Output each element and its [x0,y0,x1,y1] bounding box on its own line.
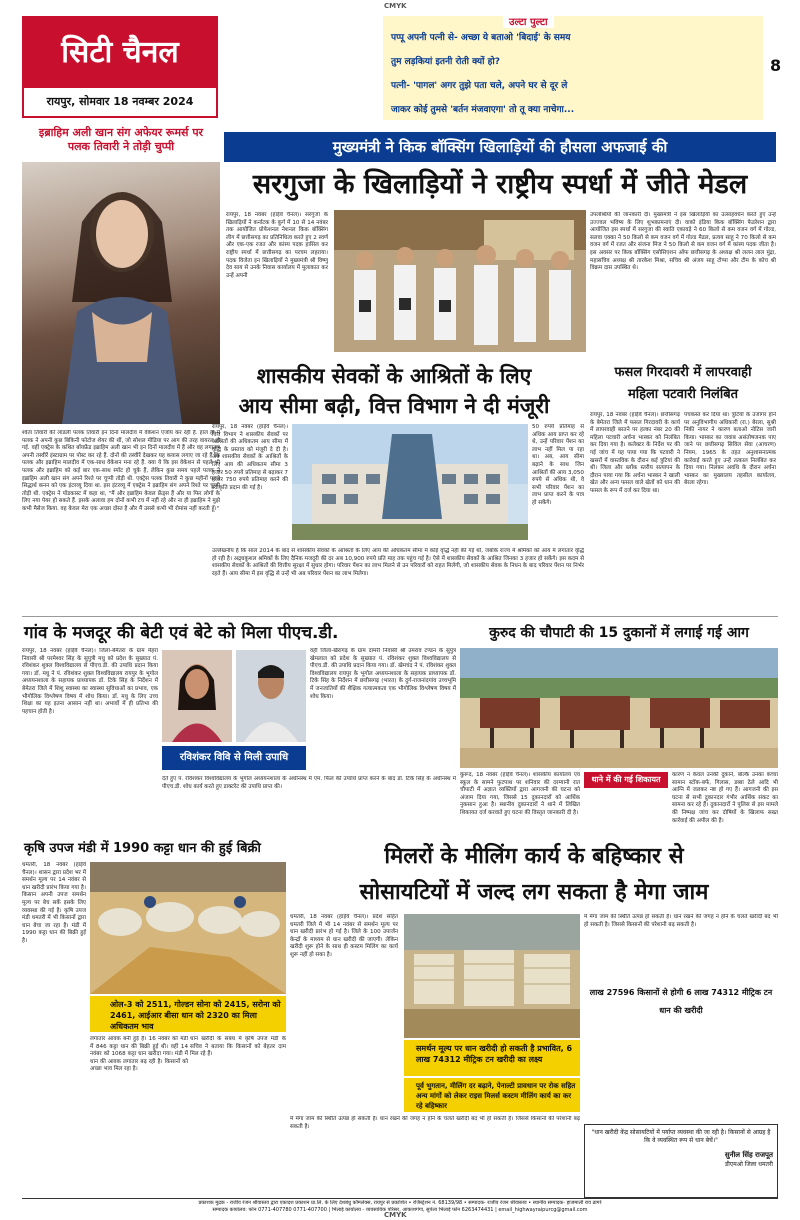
millers-quote: "धान खरीदी केंद्र सोसायटियों में पर्याप्त व्यवस्था की जा रही है। किसानों से आग्रह है कि वे व्यवस्थित रूप से धान बेचें।" [591,1129,771,1144]
boxing-kicker: मुख्यमंत्री ने किक बॉक्सिंग खिलाड़ियों की हौसला अफजाई की [224,132,776,162]
paddy-price-box [90,996,286,1032]
phd-caption: रविशंकर विवि से मिली उपाधि [162,746,306,770]
paddy-price-text: ओल-3 को 2511, गोल्डन सोना को 2415, सरोना को 2461, आईआर बीसा धान को 2320 का मिला अधिकतम भाव [110,1000,281,1031]
phd-photo-daughter [162,650,232,742]
phd-body-1: रायपुर, 18 नवंबर (हाईवे चैनल)। जिला-बेमेतरा के ग्राम मेहरा निवासी श्री परमेश्वर सिंह के सुपुत्री मधु को प्रदेश के सुख्यात पं. रविशंकर शुक्ल विश्वविद्यालय से पीएच.डी. की उपाधि प्रदान किया गया। डॉ. मधु ने पं. रविशंकर शुक्ल विश्वविद्यालय रायपुर के भूगोल अध्ययनशाला के सहायक प्राध्यापक डॉ. टिके सिंह के निर्देशन में बेमेतरा जिले में शिशु स्वास्थ्य का स्वास्थ्य सुविधाओं का प्रभाव, एक भौगोलिक विश्लेषण विषय में शोध किया। डॉ. मधु के लिए उच्च शिक्षा का यह इतना आसान नहीं था। अभावों में ही प्रतिभा की पहचान होती है। [22,648,158,715]
income-body-3: उल्लेखनीय है कि साल 2014 के बाद से शासकीय सेवकों के आश्रितों के लिए आय की अधिकतम सीमा में कोई वृद्धि नहीं की गई थी, जबकि राज्य में श्रमिकों को आय में लगातार वृद्धि हो रही है। अद्र्धकुशल श्रमिकों के लिए दैनिक मजदूरी की दर अब 10,900 रुपये प्रति माह तक पहुंच गई है। ऐसे में शासकीय सेवकों के आश्रित जिनका 3 हजार हो सकेंगे। इस कदम से शासकीय सेवकों के आश्रितों की वित्तीय सुरक्षा में सुधार होगा। परिवार पेंशन का लाभ मिलने से उन परिवारों को राहत मिलेगी, जो शासकीय सेवक के निधन के बाद परिवार पेंशन पर निर्भर रहते हैं। आय सीमा में इस वृद्धि से उन्हें भी अब परिवार पेंशन का लाभ मिलेगा। [212,548,584,577]
millers-quote-box [584,1124,778,1198]
boxing-headline: सरगुजा के खिलाड़ियों ने राष्ट्रीय स्पर्धा में जीते मेडल [252,169,748,200]
kurud-photo [460,648,778,768]
paddy-body-3: धान खरीदी के संबंध में कृषि उपज मंडी के सचिव ने बताया कि किसानों को बेहतर दाम मिल रहे हैं। [190,1036,286,1058]
kurud-body-1: कुरूद, 18 नवंबर (हाईवे चैनल)। शासकीय कार्यालय एवं स्कूल के सामने फुटपाथ पर शनिवार की दरम्यानी रात चौपाटी में अज्ञात व्यक्तियों द्वारा आगजनी की घटना को अंजाम दिया गया, जिससे 15 दुकानदारों को आर्थिक नुकसान हुआ है। स्थानीय दुकानदारों ने थाने में लिखित शिकायत दर्ज करवाते हुए घटना की विस्तृत जानकारी दी है। [460,772,580,816]
phd-photo-son [236,650,306,742]
paddy-headline: कृषि उपज मंडी में 1990 कट्टा धान की हुई बिक्री [24,841,261,856]
footer-line-1: प्रकाशक मुद्रक - राजीव रंजन श्रीवास्तव द्वारा एकादश प्रकाशन प्रा.लि. के लिए देशबंधु कॉम्प्लेक्स, रायपुर से प्रकाशित • रजिस्ट्रेशन नं. 68139/98 • सम्पादक- राजीव रंजन श्रीवास्तव • स्थानीय सम्पादक- हाजमाली राव ढागरे [198,1200,602,1206]
page-number: 8 [770,56,782,75]
millers-signer-1: सुनील सिंह राजपूत [724,1151,773,1159]
patwari-headline-2: महिला पटवारी निलंबित [627,387,739,402]
patwari-body-2: पंचकस्त कर दिया था। त्रुटियों के उजागर होने पर अनुविभागीय अधिकारी (रा.) बेरला, सुश्री निकी नायर ने कारण बताओ नोटिस जारी किया। भास्कर का जवाब असंतोषजनक पाए जाने पर छत्तीसगढ़ सिविल सेवा (आचरण) नियम, 1965 के तहत अनुशासनात्मक कार्रवाई करते हुए उन्हें तत्काल निलंबित कर दिया गया। निलंबन अवधि के दौरान अर्चना भास्कर का मुख्यालय तहसील कार्यालय, बेरला रहेगा। [684,412,776,487]
joke-line-3: पत्नी- 'पागल' अगर तुझे पता चले, अपने घर से दूर ले [391,81,568,91]
phd-body-3: देते हुए पं. रविशंकर विश्वविद्यालय के भूगोल अध्ययनशाला के अधीनस्थ में एम. फिल की उपाधि प्राप्त करने के बाद डॉ. टिके सिंह के अधीनस्थ में पीएच.डी. शोध कार्य करते हुए डाक्टरेट की उपाधि प्राप्त की। [162,776,456,790]
income-photo [292,424,528,540]
patwari-headline-1: फसल गिरदावरी में लापरवाही [614,365,752,380]
joke-label: उल्टा पुल्टा [503,14,554,28]
millers-headline-1: मिलरों के मीलिंग कार्य के बहिष्कार से [384,844,684,869]
joke-line-2: तुम लड़कियां इतनी रोती क्यों हो? [391,57,500,67]
income-headline-1: शासकीय सेवकों के आश्रितों के लिए [256,364,532,388]
celebrity-headline: इब्राहिम अली खान संग अफेयर रूमर्स पर पलक तिवारी ने तोड़ी चुप्पी [38,126,204,153]
millers-photo [404,914,580,1038]
cmyk-marker-bottom: CMYK [384,1211,407,1219]
millers-quote-header: लाख 27596 किसानों से होगी 6 लाख 74312 मीट्रिक टन धान की खरीदी [589,988,773,1015]
cmyk-marker-top: CMYK [384,2,407,10]
income-headline-2: आय सीमा बढ़ी, वित्त विभाग ने दी मंजूरी [238,394,550,418]
paddy-body-1: धमतरी, 18 नवंबर (हाईवे चैनल)। शासन द्वारा प्रदेश भर में समर्थन मूल्य पर 14 नवंबर से धान खरीदी प्रारंभ किया गया है। किसान अपनी उपज समर्थन मूल्य पर बेच सकें इसके लिए व्यवस्था की गई है। कृषि उपज मंडी धमतरी में भी किसानों द्वारा धान बेचा जा रहा है। मंडी में 1990 कट्टा धान की बिक्री हुई है। [22,862,86,944]
income-body-1: रायपुर, 18 नवंबर (हाईवे चैनल)। वित्त विभाग ने शासकीय सेवकों पर आश्रितों की अधिकतम आय सीमा में वृद्धि के प्रस्ताव को मंजूरी दे दी है। अब शासकीय सेवकों के आश्रितों के लिए आय की अधिकतम सीमा 3 हजार 50 रुपये प्रतिमाह से बढ़ाकर 7 हजार 750 रुपये प्रतिमाह करने की स्वीकृति प्रदान की गई है। [212,424,288,491]
millers-box-2-text: पूर्व भुगतान, मीलिंग दर बढ़ाने, पेनाल्टी प्रावधान पर रोक सहित अन्य मांगों को लेकर राइस मिलर्स कस्टम मीलिंग कार्य का कर रहे बहिष्कार [416,1082,576,1110]
paddy-body-2: लगातार आवक बनी हुई है। 16 नवंबर को मंडी में 846 कट्टा धान की बिक्री हुई थी। वहीं 14 नवंबर को 1068 कट्टा धान खरीदा गया। मंडी में धान की आवक लगातार बढ़ रही है। किसानों को अच्छा भाव मिल रहा है। [90,1036,188,1073]
boxing-photo [334,210,586,352]
celebrity-body: श्वेता तिवारी की लाडली पलक तिवारी इन दिनों मालदीव में वेकेशन एंजॉय कर रही हैं. हाल ही में पलक ने अपनी कुछ बिकिनी फोटोज शेयर की थीं, जो सोशल मीडिया पर आग की तरह वायरल हो गई. वहीं एक्ट्रेस के कथित बॉयफ्रेंड इब्राहिम अली खान भी इन दिनों मालदीव में हैं और वह लगातार अपनी तस्वीरें इंस्टाग्राम पर पोस्ट कर रहे हैं. दोनों की तस्वीरें देखकर यह कयास लगाए जा रहे हैं कि पलक और इब्राहिम मालदीव में एक-साथ वेकेशन मना रहे हैं. क्या ये कि इस वेकेशन से पहले भी पलक और इब्राहिम को कई बार एक-साथ स्पॉट हो चुके हैं, लेकिन कुछ समय पहले पलक ने इब्राहिम अली खान संग अपने रिश्ते पर चुप्पी तोड़ी थी. एक्ट्रेस पलक तिवारी ने कुछ महीनों पहले सिद्धार्थ कनन को एक इंटरव्यू दिया था. इस इंटरव्यू में एक्ट्रेस ने इब्राहिम संग अपने रिश्ते पर चुप्पी तोड़ी थी. एक्ट्रेस ने पॉडकास्ट में कहा था, "मैं और इब्राहिम केवल फ्रेंड्स हैं और या फिर लोगों के लिए नया पेयर हो सकते हैं. इसके अलावा हम दोनों कभी टच में नहीं रहे और ना ही इब्राहिम ने मुझे कभी मैसेज किया. वह केवल मेरा एक अच्छा दोस्त है और मैं उससे कभी भी रोमांस नहीं करती हूँ।" [22,430,220,512]
millers-headline-2: सोसायटियों में जल्द लग सकता है मेगा जाम [359,880,709,905]
joke-line-1: पप्पू अपनी पत्नी से- अच्छा ये बताओ 'बिदाई' के समय [391,33,571,43]
joke-box [383,16,763,120]
footer-line-2: सम्पादक कार्यालय: फोन 0771-407780 0771-407700 | भिलाई कार्यालय - व्यवसायिक परिसर, आकाशगंगा, सुपेला भिलाई फोन 6263474431 | email_highwayraipurcg@gmail.com [212,1207,588,1213]
masthead-title: सिटी चैनल [24,18,216,88]
paddy-photo [90,862,286,994]
millers-body-2: में मेगा जाम की स्थिति उत्पन्न हो सकती है। धान रखने की जगह न होने के चलते खरीदी बंद भी हो सकती है। जिससे किसानों की परेशानी बढ़ सकती है। [290,1116,580,1130]
millers-box-1 [404,1040,580,1076]
millers-body-1: धमतरी, 18 नवंबर (हाईवे चैनल)। प्रदेश सहित धमतरी जिले में भी 14 नवंबर से समर्थन मूल्य पर धान खरीदी प्रारंभ हो गई है। जिले के 100 उपार्जन केन्द्रों के माध्यम से धान खरीदी की जाएगी। लेकिन खरीदी शुरू होने के साथ ही कस्टम मिलिंग का कार्य शुरू नहीं हो सका है। [290,914,398,958]
section-divider [22,616,778,617]
patwari-body-1: रायपुर, 18 नवंबर (हाईवे चैनल)। छत्तीसगढ़ के बेमेतरा जिले में फसल गिरदावरी के कार्य में लापरवाही बरतने पर हल्का नंबर 20 की महिला पटवारी अर्चना भास्कर को निलंबित कर दिया गया है। कलेक्टर के निर्देश पर की गई जांच में यह पाया गया कि पटवारी ने खसरों में वास्तविक के दौरान कई त्रुटियां की थी। जिला और ब्लॉक स्तरीय सत्यापन के दौरान पाया गया कि अर्चना भास्कर ने खाली खेत और अन्य फसल वाले खेतों को धान की फसल के रूप में दर्ज कर दिया था। [590,412,680,494]
boxing-body-1: रायपुर, 18 नवंबर (हाईवे चैनल)। सरगुजा के खिलाड़ियों ने कर्नाटक के कुर्ग में 10 से 14 नवंबर तक आयोजित प्रोफेशनल नेशनल किक बॉक्सिंग लीग में छत्तीसगढ़ का प्रतिनिधित्व करते हुए 2 स्वर्ण और एक-एक रजत और कांस्य पदक हासिल कर राष्ट्रीय स्पर्धा में छत्तीसगढ़ का परचम लहराया। पदक विजेता इन खिलाड़ियों ने मुख्यमंत्री श्री विष्णु देव साय से उनके निवास कार्यालय में मुलाकात कर उन्हें अपनी [226,212,328,279]
millers-box-1-text: समर्थन मूल्य पर धान खरीदी हो सकती है प्रभावित, 6 लाख 74312 मीट्रिक टन खरीदी का लक्ष्य [416,1044,573,1064]
masthead-dateline: रायपुर, सोमवार 18 नवम्बर 2024 [46,95,194,108]
millers-signer-2: डीएमओ जिला धमतरी [725,1161,773,1168]
phd-body-2: वहीं जिला-खैरागढ़ के ग्राम दामरी निवासी श्री उमराव टण्डन के सुपुत्र खेमलाल को प्रदेश के सुख्यात पं. रविशंकर शुक्ल विश्वविद्यालय से पीएच.डी. की उपाधि प्रदान किया गया। डॉ. खेमचंद ने पं. रविशंकर शुक्ल विश्वविद्यालय रायपुर के भूगोल अध्ययनशाला के सहायक प्राध्यापक डॉ. टिके सिंह के निर्देशन में छत्तीसगढ़ (भारत) के दुर्ग-राजनांदगांव उच्चभूमि में जनजातियों की शैक्षिक गत्यात्मकता एक भौगोलिक विश्लेषण विषय में शोध किया। [310,648,456,700]
masthead [22,16,218,118]
kurud-tag: थाने में की गई शिकायत [584,772,668,788]
millers-body-3: में मेगा जाम की स्थिति उत्पन्न हो सकती है। धान रखने की जगह न होने के चलते खरीदी बंद भी हो सकती है। जिससे किसानों की परेशानी बढ़ सकती है। [584,914,778,928]
boxing-body-2: उपलब्धियों की जानकारी दी। मुख्यमंत्री ने इस खिलाड़ियों का उत्साहवर्धन करते हुए उन्हें उज्ज्वल भविष्य के लिए शुभकामनाएं दी। वाको इंडिया किक बॉक्सिंग फेडरेशन द्वारा आयोजित इस स्पर्धा में सरगुजा की स्वाति एकावड़े ने 60 किलो से कम वजन वर्ग में गोल्ड, सलवा एक्का ने 50 किलो से कम वजन वर्ग में गोल्ड मैडल, प्रत्यय साहू ने 70 किलो से कम वजन वर्ग में रजत और संजना मिंज ने 50 किलो से कम वजन वर्ग में कांस्य पदक जीता है। इस अवसर पर किक बॉक्सिंग एसोसिएशन ऑफ छत्तीसगढ़ के अध्यक्ष श्री ललन लाल मुंद्रा, महासचिव अध्यक्ष श्री तारकेश मिश्रा, सचिव श्री अंजय साहू टोप्पा और टीम के कोच श्री विक्रम दास उपस्थित थे। [590,212,776,272]
income-body-2: 50 रुपये प्रतिमाह से अधिक आय प्राप्त कर रहे थे, उन्हें परिवार पेंशन का लाभ नहीं मिल पा रहा था। अब, आय सीमा बढ़ाने के साथ जिन आश्रितों की आय 3,050 रुपये से अधिक थी, वे सभी परिवार पेंशन का लाभ प्राप्त करने के पात्र हो सकेंगे। [532,424,584,506]
kurud-headline: कुरुद की चौपाटी की 15 दुकानों में लगाई गई आग [489,625,749,641]
celebrity-photo [22,162,220,424]
millers-box-2 [404,1078,580,1112]
kurud-body-2: कारण न केवल उनकी दुकानें, बल्कि उनका कच्चा सामान स्टॉक-बर्फ, गिलास, डब्बा ठेले आदि भी आग्नि में जलकर नष्ट हो गए हैं। आगजनी की इस घटना से सभी दुकानदार गंभीर आर्थिक संकट का सामना कर रहे हैं। दुकानदारों ने पुलिस से इस मामले की निष्पक्ष जांच कर दोषियों के खिलाफ सख्त कार्रवाई की अपील की है। [672,772,778,824]
joke-line-4: जाकर कोई तुमसे 'बर्तन मंजवाएगा' तो तू क्या नाचेगा... [391,105,575,115]
phd-headline: गांव के मजदूर की बेटी एवं बेटे को मिला पीएच.डी. [24,623,339,643]
